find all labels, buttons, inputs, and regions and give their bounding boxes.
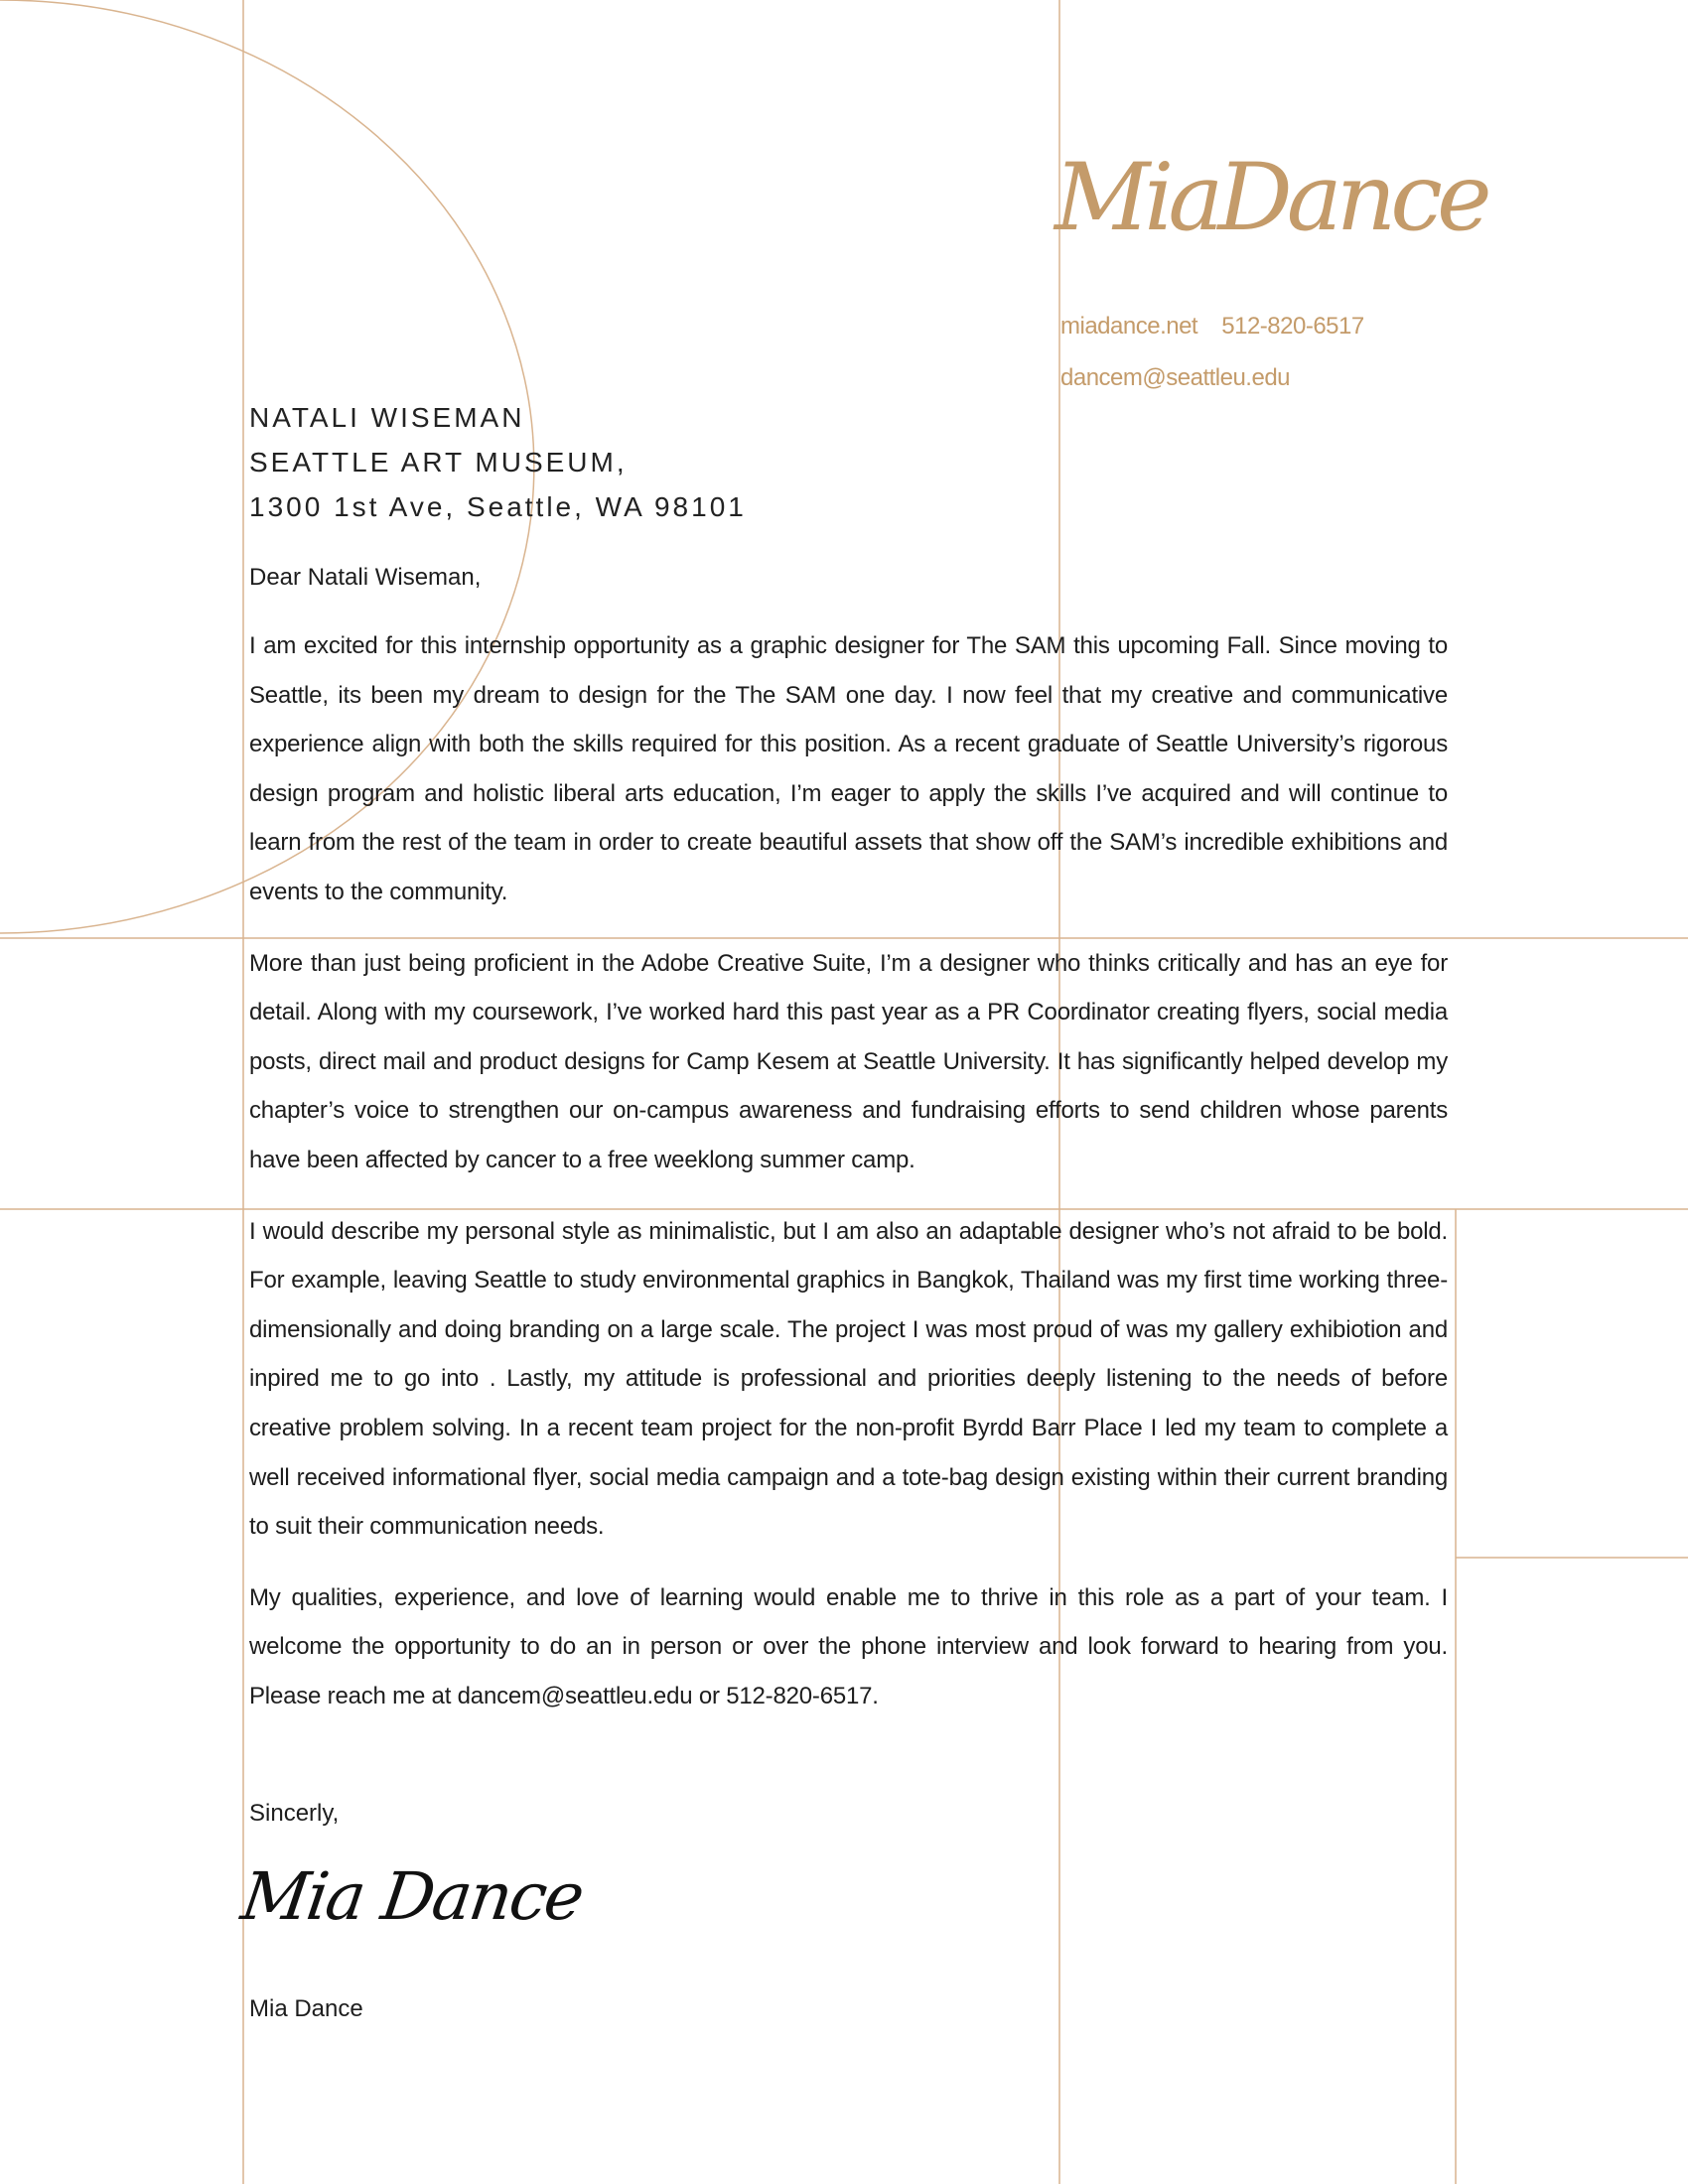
- signer-name: Mia Dance: [249, 1995, 363, 2022]
- closing: Sincerly,: [249, 1800, 340, 1828]
- brand-email-row: [1060, 364, 1290, 392]
- salutation: Dear Natali Wiseman,: [249, 564, 482, 591]
- paragraph-2: More than just being proficient in the Adobe Creative Suite, I’m a designer who thinks critically and has an eye for detail. Along with my coursework, I’ve worked hard this past year as a PR Coordinator creating flyers, social media posts, direct mail and product designs for Camp Kesem at Seattle University. It has significantly helped develop my chapter’s voice to strengthen our on-campus awareness and fundraising efforts to send children whose parents have been affected by cancer to a free weeklong summer camp.: [249, 949, 1448, 1173]
- paragraph-1: I am excited for this internship opportunity as a graphic designer for The SAM this upcoming Fall. Since moving to Seattle, its been my dream to design for the The SAM one day. I now feel that my creative and communicative experience align with both the skills required for this position. As a recent graduate of Seattle University’s rigorous design program and holistic liberal arts education, I’m eager to apply the skills I’ve acquired and will continue to learn from the rest of the team in order to create beautiful assets that show off the SAM’s incredible exhibitions and events to the community.: [249, 632, 1448, 905]
- email-link[interactable]: dancem@seattleu.edu: [1060, 364, 1291, 391]
- phone-number[interactable]: 512-820-6517: [1221, 313, 1364, 340]
- brand-logo: MiaDance: [1055, 144, 1486, 252]
- letterhead-brand: [1055, 144, 1571, 391]
- paragraph-4: My qualities, experience, and love of learning would enable me to thrive in this role as a part of your team. I welcome the opportunity to do an in person or over the phone interview and look forward to hearing from you. Please reach me at dancem@seattleu.edu or 512-820-6517.: [249, 1583, 1448, 1709]
- website-link[interactable]: miadance.net: [1060, 313, 1198, 340]
- letter-body: [249, 556, 1448, 1836]
- brand-contact-row: [1060, 313, 1364, 341]
- handwritten-signature: Mia Dance: [236, 1858, 588, 1935]
- recipient-address: 1300 1st Ave, Seattle, WA 98101: [249, 491, 747, 522]
- recipient-organization: SEATTLE ART MUSEUM,: [249, 447, 628, 478]
- recipient-name: NATALI WISEMAN: [249, 402, 525, 433]
- paragraph-3: I would describe my personal style as minimalistic, but I am also an adaptable designer who’s not afraid to be bold. For example, leaving Seattle to study environmental graphics in Bangkok, Thailand was my first time working three-dimensionally and doing branding on a large scale. The project I was most proud of was my gallery exhibiotion and inpired me to go into . Lastly, my attitude is professional and priorities deeply listening to the needs of before creative problem solving. In a recent team project for the non-profit Byrdd Barr Place I led my team to complete a well received informational flyer, social media campaign and a tote-bag design existing within their current branding to suit their communication needs.: [249, 1217, 1448, 1541]
- recipient-block: [249, 395, 747, 529]
